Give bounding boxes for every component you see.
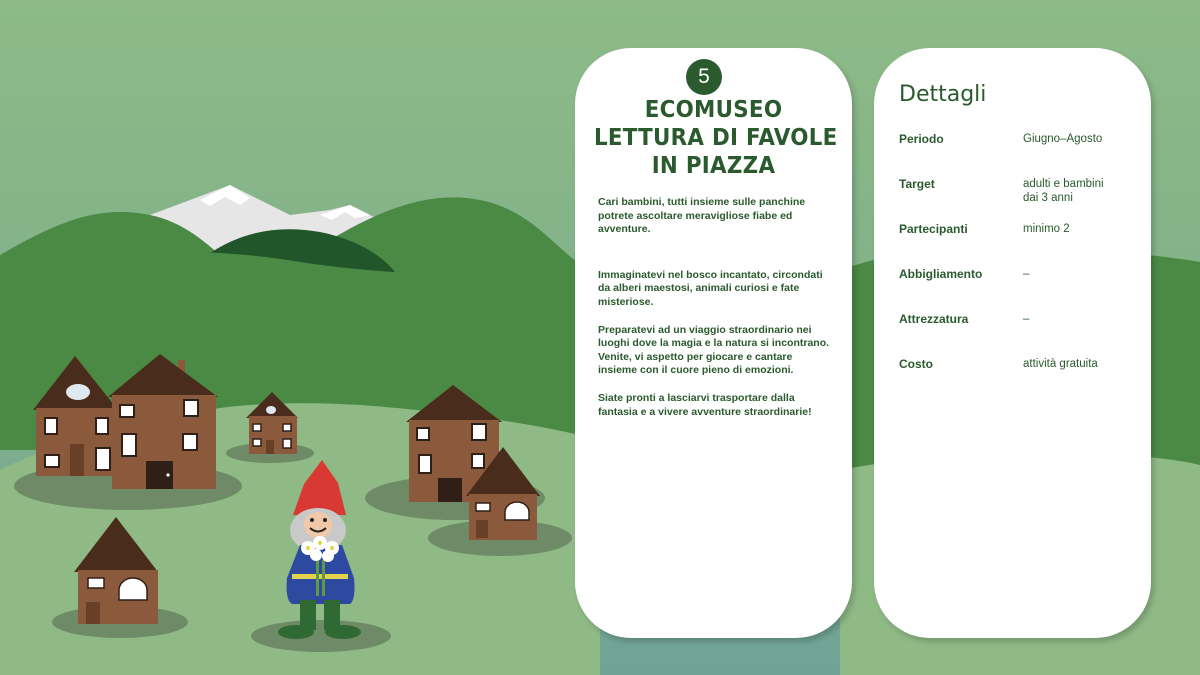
details-card bbox=[874, 48, 1151, 638]
event-title-line-2: LETTURA DI FAVOLE bbox=[593, 125, 838, 151]
detail-label: Attrezzatura bbox=[899, 312, 969, 326]
event-title bbox=[593, 96, 838, 180]
description-paragraph: Immaginatevi nel bosco incantato, circondati da alberi maestosi, animali curiosi e fate misteriose. bbox=[598, 268, 823, 308]
detail-value: – bbox=[1023, 268, 1030, 280]
description-paragraph: Cari bambini, tutti insieme sulle panchine potrete ascoltare meravigliose fiabe ed avventure. bbox=[598, 196, 806, 236]
detail-value: Giugno–Agosto bbox=[1023, 133, 1103, 145]
description-paragraph: Siate pronti a lasciarvi trasportare dalla fantasia e a vivere avventure straordinarie! bbox=[598, 391, 812, 418]
detail-label: Partecipanti bbox=[899, 222, 968, 236]
detail-value: attività gratuita bbox=[1023, 358, 1098, 370]
detail-value: – bbox=[1023, 313, 1030, 325]
event-title-line-1: ECOMUSEO bbox=[644, 97, 783, 123]
detail-label: Target bbox=[899, 177, 935, 191]
event-number-badge: 5 bbox=[686, 59, 722, 95]
event-title-line-3: IN PIAZZA bbox=[651, 153, 776, 179]
detail-label: Costo bbox=[899, 357, 933, 371]
details-title: Dettagli bbox=[899, 82, 987, 107]
event-card bbox=[575, 48, 852, 638]
detail-label: Abbigliamento bbox=[899, 267, 983, 281]
event-description bbox=[598, 196, 830, 433]
detail-value: adulti e bambini dai 3 anni bbox=[1023, 178, 1104, 204]
description-paragraph: Preparatevi ad un viaggio straordinario nei luoghi dove la magia e la natura si incontrano. Venite, vi aspetto per giocare e cantare insieme con il cuore pieno di emozioni. bbox=[598, 323, 830, 377]
detail-label: Periodo bbox=[899, 132, 944, 146]
detail-value: minimo 2 bbox=[1023, 223, 1070, 235]
